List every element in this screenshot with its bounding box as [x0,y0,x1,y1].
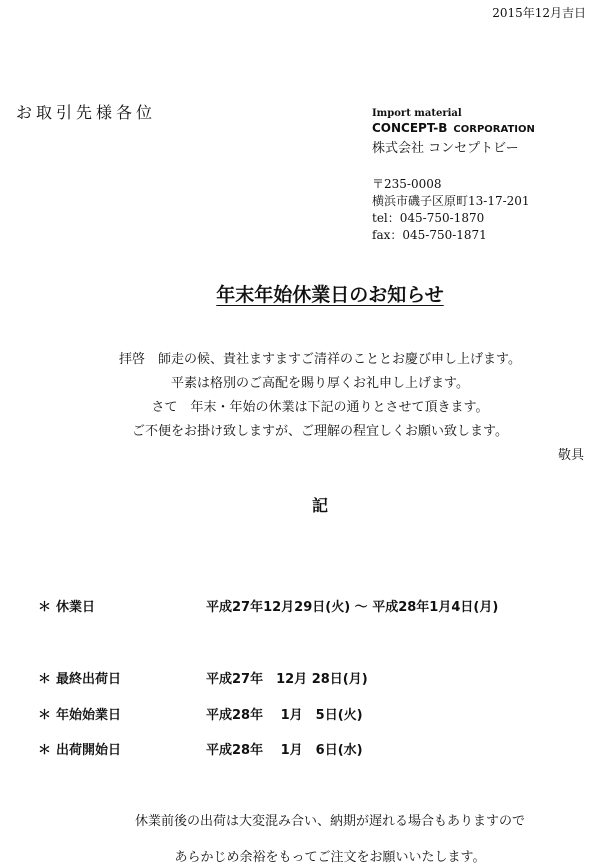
schedule-value: 平成27年 12月 28日(月) [206,672,368,687]
greeting-paragraph [0,348,600,444]
postal-code: 〒235-0008 [372,177,442,191]
schedule-value: 平成28年 1月 5日(火) [206,708,363,723]
fax-number: fax：045-750-1871 [372,228,487,242]
bullet-asterisk: ＊ [38,672,52,687]
schedule-label: 年始始業日 [56,708,122,723]
company-name-jp: 株式会社 コンセプトビー [372,141,519,156]
schedule-label: 出荷開始日 [56,743,122,758]
document-date: 2015年12月吉日 [492,6,586,20]
bullet-asterisk: ＊ [38,743,52,758]
closing-keigu: 敬具 [558,448,585,463]
greeting-line: 拝啓 師走の候、貴社ますますご清祥のこととお慶び申し上げます。 [119,352,521,367]
ki-heading: 記 [311,496,328,515]
schedule-label: 休業日 [56,600,96,615]
recipient-heading: お取引先様各位 [16,103,157,122]
document-title: 年末年始休業日のお知らせ [216,284,444,306]
company-name-en-suffix: CORPORATION [453,124,535,135]
street-address: 横浜市磯子区原町13-17-201 [372,194,530,208]
greeting-line: ご不便をお掛け致しますが、ご理解の程宜しくお願い致します。 [132,424,508,439]
schedule-row-shipping-start [38,739,363,758]
company-name-en-main: CONCEPT-B [372,121,448,135]
note-line: あらかじめ余裕をもってご注文をお願いいたします。 [174,850,486,865]
schedule-row-last-shipping [38,668,368,687]
tel-number: tel：045-750-1870 [372,211,485,225]
import-label: Import material [372,108,462,119]
schedule-value: 平成27年12月29日(火) ～ 平成28年1月4日(月) [206,600,499,615]
greeting-line: さて 年末・年始の休業は下記の通りとさせて頂きます。 [151,400,489,415]
company-name-en [372,121,535,135]
bullet-asterisk: ＊ [38,708,52,723]
schedule-row-new-year-start [38,704,363,723]
sender-block [372,108,535,244]
schedule-row-closed-days [38,596,498,615]
schedule-value: 平成28年 1月 6日(水) [206,743,363,758]
sender-address [372,176,535,244]
bullet-asterisk: ＊ [38,600,52,615]
note-line: 休業前後の出荷は大変混み合い、納期が遅れる場合もありますので [134,814,525,829]
schedule-label: 最終出荷日 [56,672,122,687]
greeting-line: 平素は格別のご高配を賜り厚くお礼申し上げます。 [171,376,469,391]
